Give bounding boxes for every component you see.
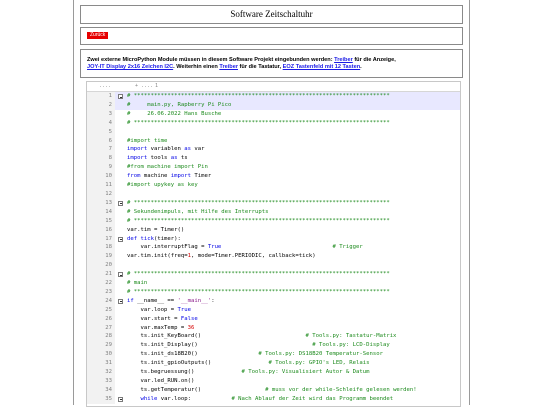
line-number-gutter: [87, 279, 115, 288]
line-number: 22: [105, 280, 112, 287]
code-token-comment: # ****************************************************************************: [127, 119, 390, 126]
line-number: 12: [105, 190, 112, 197]
code-token-comment: # 26.06.2022 Hans Busche: [127, 110, 222, 117]
code-line[interactable]: [87, 235, 460, 244]
code-line[interactable]: [87, 306, 460, 315]
code-token-plain: (timer):: [153, 235, 181, 242]
fold-toggle-icon[interactable]: [118, 272, 123, 277]
code-text: [127, 395, 460, 404]
line-number-gutter: [87, 324, 115, 333]
code-token-kw: import: [170, 173, 192, 180]
code-token-plain: machine: [140, 173, 171, 180]
info-text-5: .: [360, 64, 362, 70]
code-token-plain: , mode=Timer.PERIODIC, callback=tick): [191, 253, 316, 260]
navigation-bar: [80, 27, 463, 45]
line-number-gutter: [87, 217, 115, 226]
driver-link-display[interactable]: Treiber: [334, 57, 353, 63]
code-text: [127, 279, 460, 288]
line-number-gutter: [87, 288, 115, 297]
info-text: [87, 57, 459, 71]
editor-ruler: [87, 82, 460, 92]
code-text: [127, 386, 460, 395]
code-text: [127, 270, 460, 279]
line-number-gutter: [87, 181, 115, 190]
code-token-kw: from: [127, 173, 141, 180]
code-line[interactable]: [87, 163, 460, 172]
fold-toggle-icon[interactable]: [118, 299, 123, 304]
code-token-plain: [221, 244, 332, 250]
code-line[interactable]: [87, 395, 460, 404]
code-token-plain: var.led_RUN.on(): [127, 378, 195, 384]
code-token-comment: # ****************************************************************************: [127, 93, 390, 99]
line-number: 31: [105, 360, 112, 367]
code-token-comment: # Tools.py: DS18B20 Temperatur-Sensor: [258, 351, 383, 358]
line-number-gutter: [87, 297, 115, 306]
code-token-plain: ts.getTemperatur(): [127, 386, 202, 393]
fold-toggle-icon[interactable]: [118, 237, 123, 242]
code-token-plain: :: [211, 297, 215, 304]
code-token-comment: #import time: [127, 137, 168, 144]
code-line[interactable]: [87, 119, 460, 128]
code-text: [127, 377, 460, 386]
code-line[interactable]: [87, 217, 460, 226]
code-token-kw: as: [170, 155, 178, 162]
code-token-plain: [194, 369, 241, 375]
code-token-plain: [201, 387, 265, 393]
code-token-plain: [201, 333, 305, 339]
code-text: [127, 172, 460, 181]
line-number: 15: [105, 217, 112, 224]
code-line[interactable]: [87, 359, 460, 368]
code-editor[interactable]: [86, 81, 461, 407]
code-line[interactable]: [87, 181, 460, 190]
code-text: [127, 341, 460, 350]
code-token-comment: # muss vor der while-Schleife gelesen werden!: [265, 386, 417, 393]
line-number-gutter: [87, 190, 115, 199]
code-text: [127, 92, 460, 101]
code-token-plain: ts.init_gpioOutputs(): [127, 360, 212, 367]
code-line[interactable]: [87, 270, 460, 279]
line-number-gutter: [87, 243, 115, 252]
code-token-plain: ts.init_ds18B20(): [127, 351, 198, 358]
line-number-gutter: [87, 208, 115, 217]
line-number: 21: [105, 271, 112, 278]
line-number-gutter: [87, 101, 115, 110]
line-number-gutter: [87, 172, 115, 181]
code-token-plain: [211, 360, 268, 366]
code-token-plain: var.interruptFlag =: [127, 244, 208, 251]
code-line[interactable]: [87, 145, 460, 154]
code-text: [127, 368, 460, 377]
code-token-kw: def: [127, 235, 138, 242]
code-token-plain: var.loop =: [127, 306, 178, 313]
line-number-gutter: [87, 235, 115, 244]
line-number: 32: [105, 369, 112, 376]
code-line[interactable]: [87, 101, 460, 110]
code-token-plain: [127, 396, 140, 402]
code-text: [127, 110, 460, 119]
line-number-gutter: [87, 341, 115, 350]
code-token-plain: var: [191, 146, 205, 153]
code-token-comment: # ****************************************************************************: [127, 217, 390, 224]
info-text-3: . Weiterhin einen: [173, 64, 220, 70]
code-token-comment: # main: [127, 280, 148, 287]
code-token-comment: # Tools.py: Tastatur-Matrix: [305, 333, 397, 340]
code-line[interactable]: [87, 297, 460, 306]
info-text-2: für die Anzeige,: [352, 57, 396, 63]
line-number-gutter: [87, 119, 115, 128]
code-line[interactable]: [87, 208, 460, 217]
code-line[interactable]: [87, 199, 460, 208]
page-container: [73, 0, 470, 405]
line-number: 27: [105, 324, 112, 331]
line-number: 16: [105, 226, 112, 233]
code-line[interactable]: [87, 386, 460, 395]
code-text: [127, 217, 460, 226]
ruler-mark: ....: [99, 83, 112, 89]
code-token-plain: var.maxTemp =: [127, 324, 188, 331]
line-number-gutter: [87, 368, 115, 377]
page-title: Software Zeitschaltuhr: [80, 5, 463, 24]
code-line[interactable]: [87, 154, 460, 163]
code-token-kw: if: [127, 297, 134, 304]
line-number: 28: [105, 333, 112, 340]
code-text: [127, 163, 460, 172]
code-text: [127, 359, 460, 368]
code-line[interactable]: [87, 261, 460, 270]
code-token-plain: var.start =: [127, 315, 181, 322]
line-number-gutter: [87, 386, 115, 395]
code-line[interactable]: [87, 368, 460, 377]
line-number-gutter: [87, 395, 115, 404]
code-token-num: 1: [187, 253, 191, 260]
code-token-kw: False: [180, 315, 198, 322]
code-text: [127, 119, 460, 128]
code-token-plain: ts.begruessung(): [127, 369, 195, 376]
code-token-comment: # Nach Ablauf der Zeit wird das Programm beendet: [231, 395, 394, 402]
code-lines: [87, 92, 460, 404]
code-token-comment: # Tools.py: Visualisiert Autor & Datum: [241, 369, 370, 376]
code-token-plain: Timer: [191, 173, 212, 180]
line-number-gutter: [87, 92, 115, 101]
code-text: [127, 154, 460, 163]
line-number-gutter: [87, 163, 115, 172]
code-token-comment: # Tools.py: GPIO's LED, Relais: [268, 360, 370, 367]
line-number: 5: [108, 128, 112, 135]
line-number: 30: [105, 351, 112, 358]
line-number: 26: [105, 315, 112, 322]
code-text: [127, 315, 460, 324]
ruler-mark: ....: [141, 83, 154, 89]
fold-toggle-icon[interactable]: [118, 201, 123, 206]
line-number: 14: [105, 208, 112, 215]
code-token-comment: #from machine import Pin: [127, 164, 208, 171]
line-number: 29: [105, 342, 112, 349]
line-number: 7: [108, 146, 112, 153]
code-line[interactable]: [87, 288, 460, 297]
code-token-plain: tools: [147, 155, 171, 162]
code-text: [127, 350, 460, 359]
code-token-comment: # ****************************************************************************: [127, 271, 390, 278]
line-number-gutter: [87, 306, 115, 315]
line-number-gutter: [87, 110, 115, 119]
fold-toggle-icon[interactable]: [118, 397, 123, 402]
code-token-plain: __name__ ==: [133, 297, 178, 304]
code-token-plain: variablen: [147, 146, 185, 153]
code-line[interactable]: [87, 92, 460, 101]
code-line[interactable]: [87, 252, 460, 261]
line-number: 34: [105, 386, 112, 393]
code-line[interactable]: [87, 128, 460, 137]
info-text-1: Zwei externe MicroPython Module müssen in diesem Software Projekt eingebunden werden:: [87, 57, 335, 63]
line-number-gutter: [87, 154, 115, 163]
line-number-gutter: [87, 315, 115, 324]
code-line[interactable]: [87, 350, 460, 359]
code-text: [127, 332, 460, 341]
code-token-kw: tick: [137, 235, 154, 242]
code-token-plain: [191, 396, 231, 402]
code-text: [127, 208, 460, 217]
code-token-plain: var.tim.init(freq=: [127, 253, 188, 260]
code-line[interactable]: [87, 226, 460, 235]
line-number-gutter: [87, 332, 115, 341]
code-text: [127, 235, 460, 244]
line-number: 9: [108, 164, 112, 171]
line-number-gutter: [87, 145, 115, 154]
line-number: 18: [105, 244, 112, 251]
display-product-link[interactable]: JOY-IT Display 2x16 Zeichen I2C: [87, 64, 174, 70]
code-token-comment: # ****************************************************************************: [127, 288, 390, 295]
fold-toggle-icon[interactable]: [118, 94, 123, 99]
code-line[interactable]: [87, 324, 460, 333]
line-number-gutter: [87, 350, 115, 359]
line-number: 11: [105, 182, 112, 189]
line-number: 10: [105, 173, 112, 180]
line-number: 8: [108, 155, 112, 162]
info-notice: [80, 49, 463, 78]
code-text: [127, 297, 460, 306]
code-text: [127, 226, 460, 235]
code-line[interactable]: [87, 110, 460, 119]
line-number-gutter: [87, 252, 115, 261]
code-token-plain: ts: [177, 155, 188, 162]
line-number: 20: [105, 262, 112, 269]
code-token-str: '__main__': [177, 297, 212, 304]
code-token-comment: #import upykey as key: [127, 182, 198, 189]
code-text: [127, 181, 460, 190]
code-text: [127, 324, 460, 333]
line-number-gutter: [87, 128, 115, 137]
code-line[interactable]: [87, 332, 460, 341]
line-number: 1: [108, 93, 112, 99]
code-token-plain: ts.init_KeyBoard(): [127, 333, 202, 340]
code-token-kw: while: [140, 395, 158, 402]
code-text: [127, 288, 460, 297]
ruler-mark: 1: [155, 83, 159, 89]
line-number: 6: [108, 137, 112, 144]
line-number: 13: [105, 199, 112, 206]
driver-link-keyboard[interactable]: Treiber: [219, 64, 238, 70]
line-number-gutter: [87, 226, 115, 235]
line-number: 2: [108, 101, 112, 108]
code-text: [127, 252, 460, 261]
code-token-plain: [198, 351, 259, 357]
code-token-comment: # Tools.py: LCD-Display: [312, 342, 390, 349]
code-line[interactable]: [87, 190, 460, 199]
line-number: 3: [108, 110, 112, 117]
line-number: 4: [108, 119, 112, 126]
line-number: 23: [105, 288, 112, 295]
line-number: 24: [105, 297, 112, 304]
line-number-gutter: [87, 359, 115, 368]
code-line[interactable]: [87, 137, 460, 146]
line-number: 33: [105, 378, 112, 384]
code-line[interactable]: [87, 377, 460, 386]
code-token-num: 36: [187, 324, 195, 331]
code-line[interactable]: [87, 172, 460, 181]
code-token-kw: True: [207, 244, 222, 251]
ruler-mark: +: [135, 83, 139, 89]
line-number-gutter: [87, 270, 115, 279]
code-text: [127, 101, 460, 110]
code-line[interactable]: [87, 243, 460, 252]
code-token-plain: ts.init_Display(): [127, 342, 198, 349]
line-number: 35: [105, 395, 112, 402]
code-token-comment: # Sekundenimpuls, mit Hilfe des Interrupts: [127, 208, 269, 215]
code-line[interactable]: [87, 279, 460, 288]
line-number-gutter: [87, 199, 115, 208]
code-token-comment: # main.py, Rapberry Pi Pico: [127, 101, 232, 108]
code-line[interactable]: [87, 315, 460, 324]
code-token-kw: import: [127, 146, 148, 153]
line-number-gutter: [87, 377, 115, 386]
line-number-gutter: [87, 261, 115, 270]
keypad-product-link[interactable]: EOZ Tastenfeld mit 12 Tasten: [282, 64, 361, 70]
code-text: [127, 199, 460, 208]
back-button[interactable]: Zurück: [87, 32, 108, 39]
line-number: 25: [105, 306, 112, 313]
code-text: [127, 243, 460, 252]
code-token-plain: [198, 342, 313, 348]
code-token-kw: import: [127, 155, 148, 162]
code-text: [127, 306, 460, 315]
code-token-kw: True: [177, 306, 192, 313]
line-number-gutter: [87, 137, 115, 146]
code-text: [127, 145, 460, 154]
info-text-4: für die Tastatur,: [238, 64, 283, 70]
code-line[interactable]: [87, 341, 460, 350]
code-token-comment: # Trigger: [332, 244, 363, 251]
code-token-comment: # ****************************************************************************: [127, 199, 390, 206]
code-token-plain: var.loop:: [157, 395, 192, 402]
line-number: 17: [105, 235, 112, 242]
code-text: [127, 137, 460, 146]
code-token-plain: var.tim = Timer(): [127, 226, 185, 233]
code-token-kw: as: [184, 146, 192, 153]
line-number: 19: [105, 253, 112, 260]
